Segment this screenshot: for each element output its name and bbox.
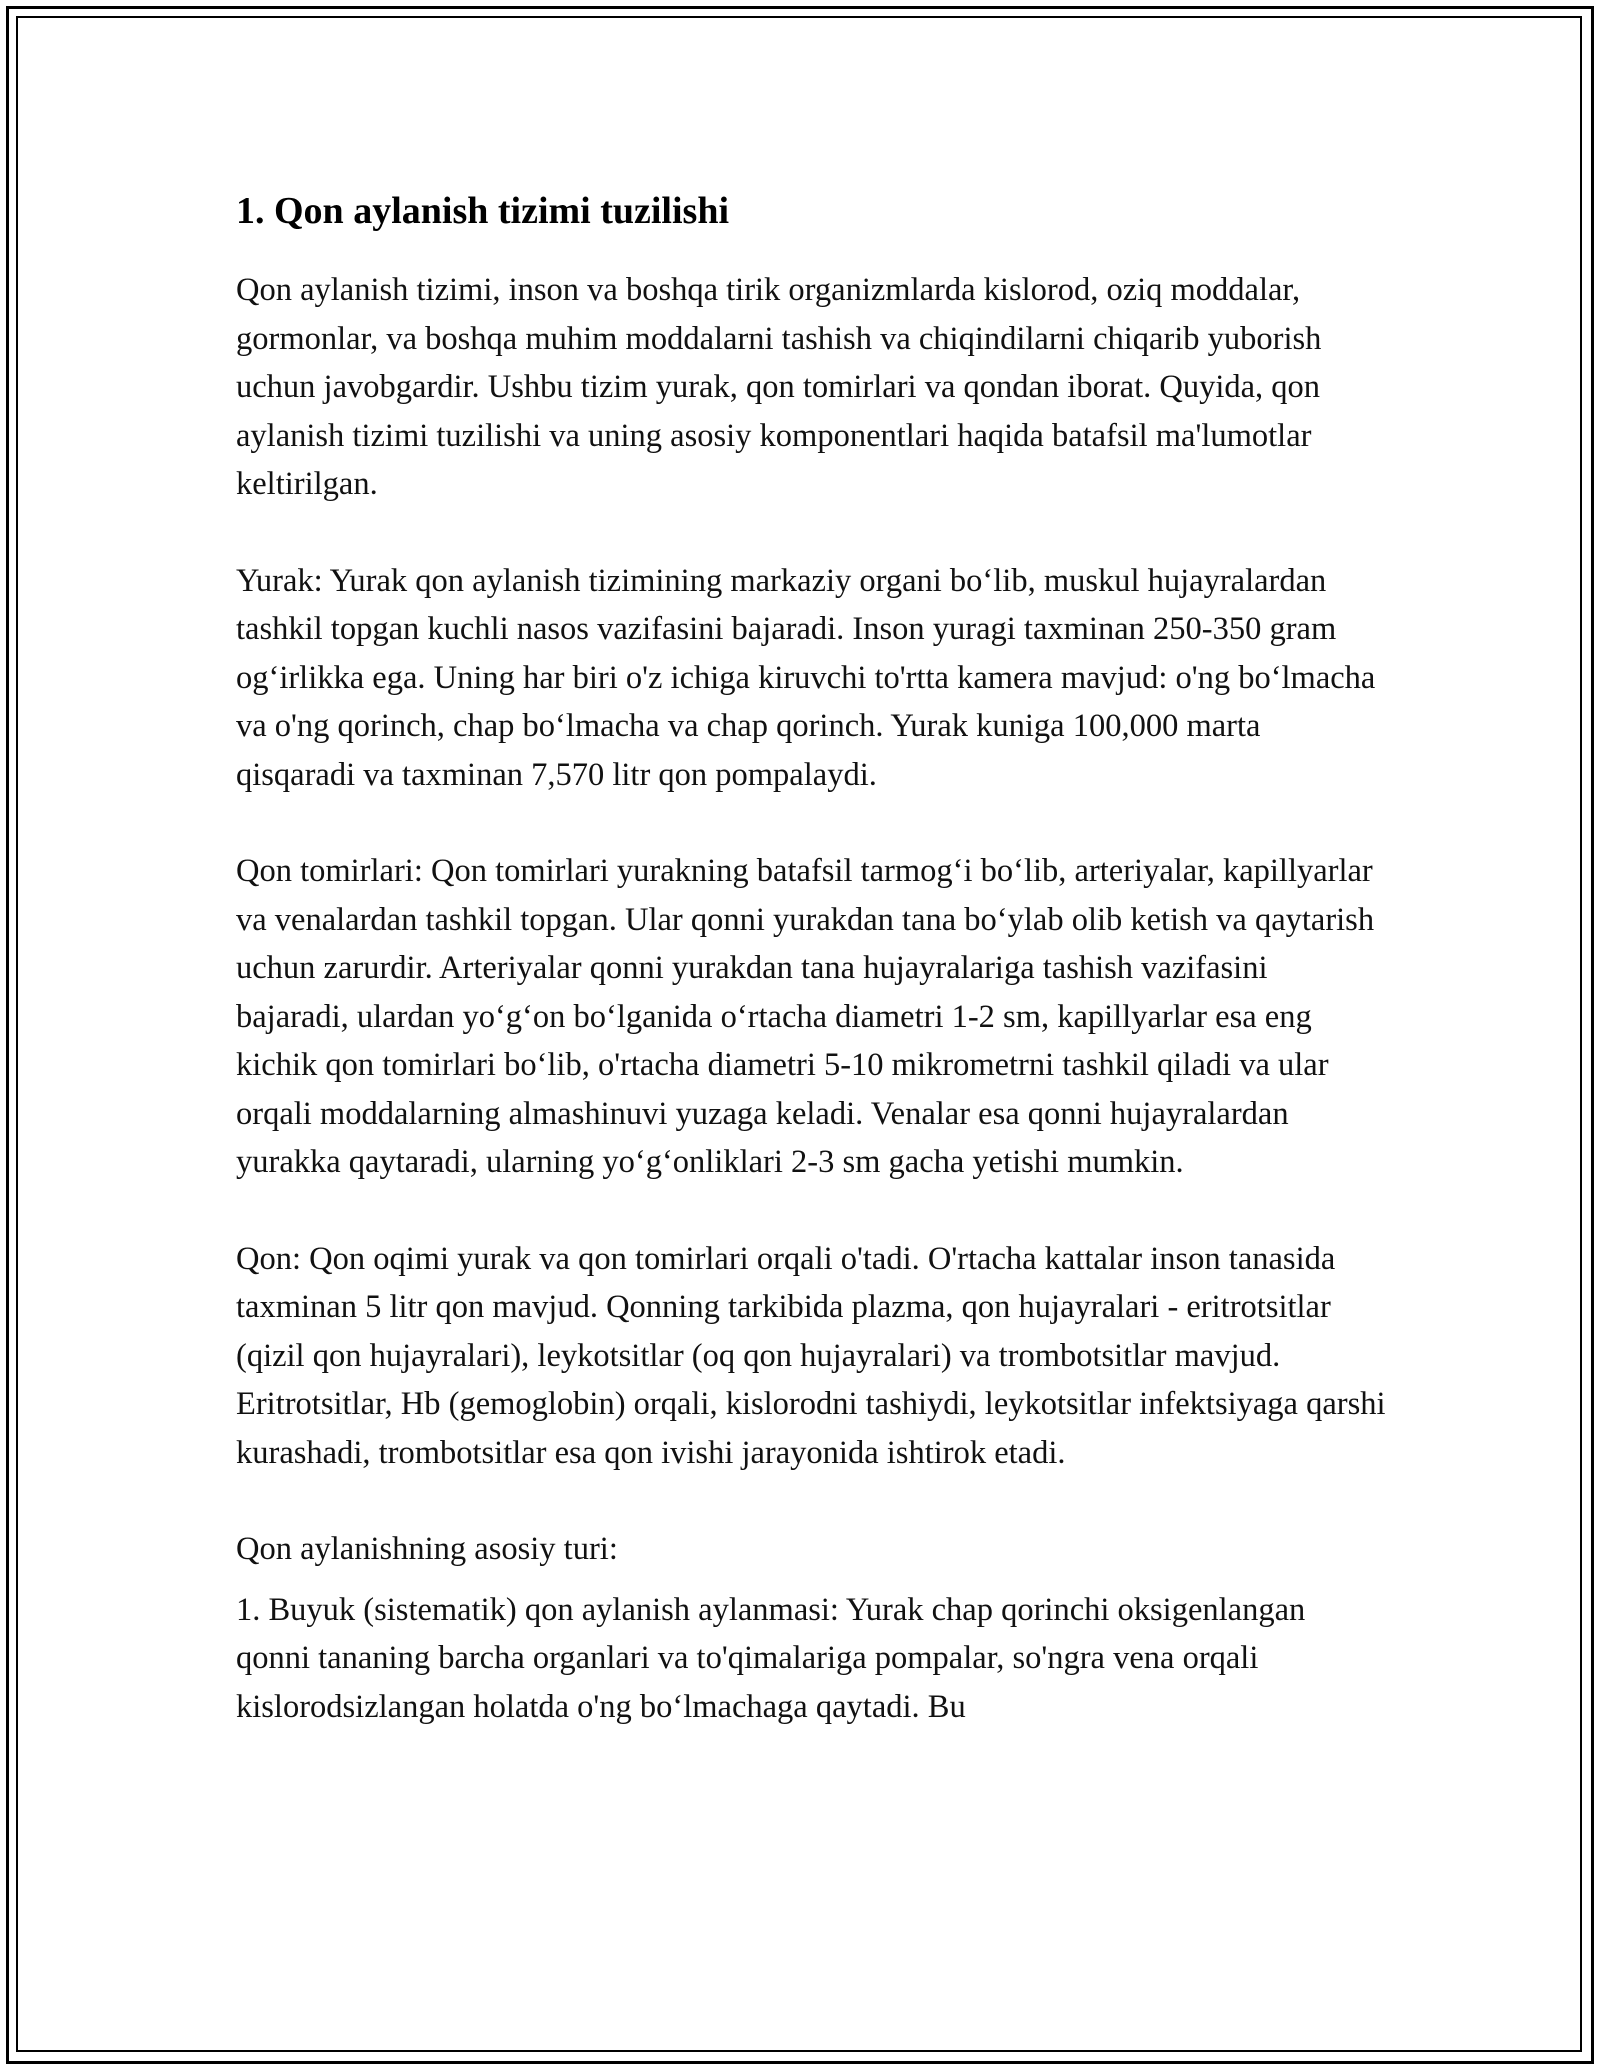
circulation-type-item-1: 1. Buyuk (sistematik) qon aylanish aylanmasi: Yurak chap qorinchi oksigenlangan qonni tananing barcha organlari va to'qimalariga pompalar, so'ngra vena orqali kislorodsizlangan holatda o'ng bo‘lmachaga qaytadi. Bu [236, 1591, 1306, 1725]
intro-paragraph: Qon aylanish tizimi, inson va boshqa tirik organizmlarda kislorod, oziq moddalar, gormonlar, va boshqa muhim moddalarni tashish va chiqindilarni chiqarib yuborish uchun javobgardir. Ushbu tizim yurak, qon tomirlari va qondan iborat. Quyida, qon aylanish tizimi tuzilishi va uning asosiy komponentlari haqida batafsil ma'lumotlar keltirilgan. [236, 272, 1322, 502]
blood-vessels-paragraph: Qon tomirlari: Qon tomirlari yurakning batafsil tarmog‘i bo‘lib, arteriyalar, kapillyarlar va venalardan tashkil topgan. Ular qonni yurakdan tana bo‘ylab olib ketish va qaytarish uchun zarurdir. Arteriyalar qonni yurakdan tana hujayralariga tashish vazifasini bajaradi, ulardan yo‘g‘on bo‘lganida o‘rtacha diametri 1-2 sm, kapillyarlar esa eng kichik qon tomirlari bo‘lib, o'rtacha diametri 5-10 mikrometrni tashkil qiladi va ular orqali moddalarning almashinuvi yuzaga keladi. Venalar esa qonni hujayralardan yurakka qaytaradi, ularning yo‘g‘onliklari 2-3 sm gacha yetishi mumkin. [236, 853, 1375, 1180]
blood-paragraph: Qon: Qon oqimi yurak va qon tomirlari orqali o'tadi. O'rtacha kattalar inson tanasida taxminan 5 litr qon mavjud. Qonning tarkibida plazma, qon hujayralari - eritrotsitlar (qizil qon hujayralari), leykotsitlar (oq qon hujayralari) va trombotsitlar mavjud. Eritrotsitlar, Hb (gemoglobin) orqali, kislorodni tashiydi, leykotsitlar infektsiyaga qarshi kurashadi, trombotsitlar esa qon ivishi jarayonida ishtirok etadi. [236, 1240, 1386, 1471]
circulation-types-heading: Qon aylanishning asosiy turi: [236, 1531, 618, 1567]
document-body [236, 186, 1386, 1731]
page-title: 1. Qon aylanish tizimi tuzilishi [236, 190, 730, 232]
heart-paragraph: Yurak: Yurak qon aylanish tizimining markaziy organi bo‘lib, muskul hujayralardan tashkil topgan kuchli nasos vazifasini bajaradi. Inson yuragi taxminan 250-350 gram og‘irlikka ega. Uning har biri o'z ichiga kiruvchi to'rtta kamera mavjud: o'ng bo‘lmacha va o'ng qorinch, chap bo‘lmacha va chap qorinch. Yurak kuniga 100,000 marta qisqaradi va taxminan 7,570 litr qon pompalaydi. [236, 562, 1376, 793]
